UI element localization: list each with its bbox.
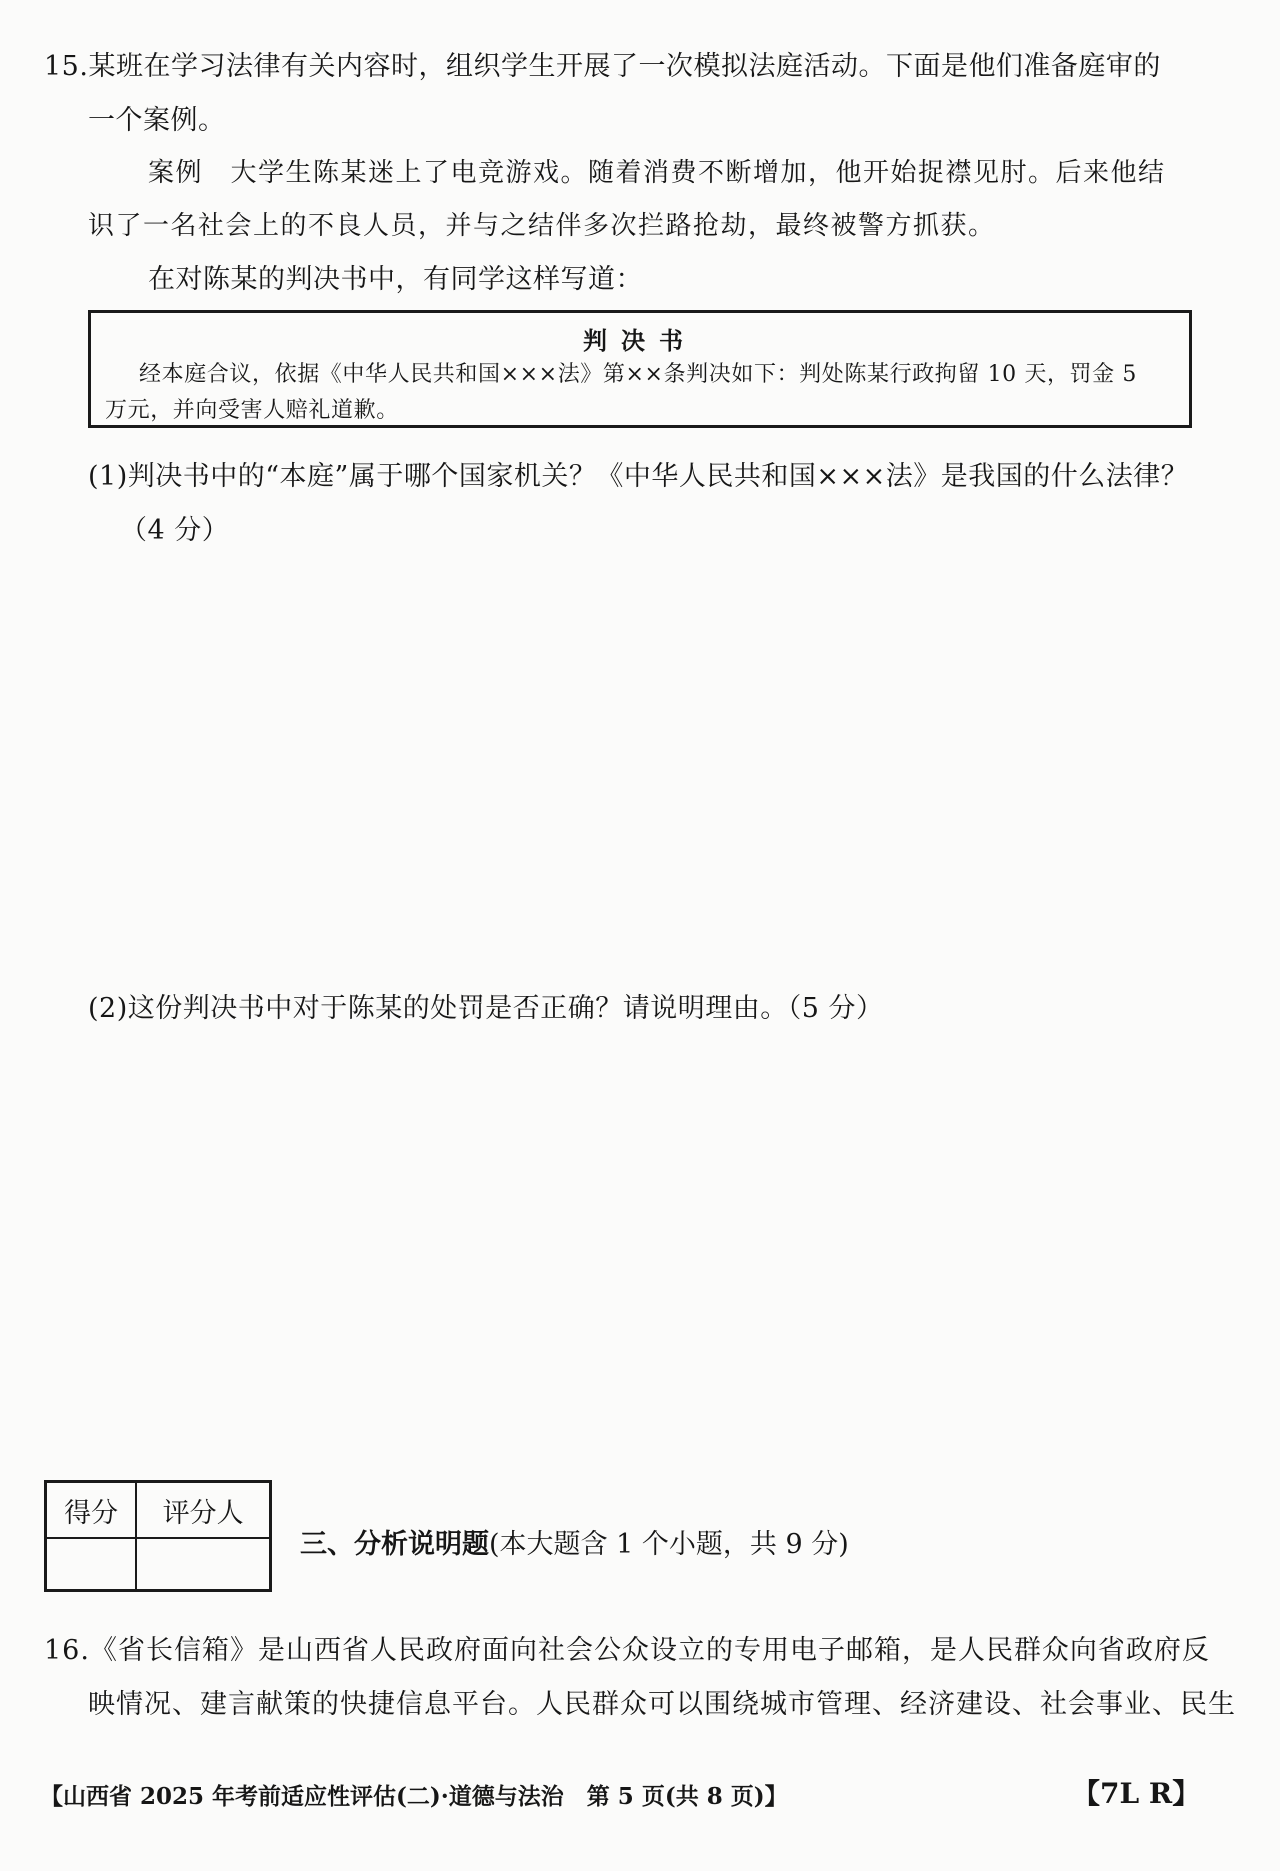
answer-area-1[interactable] bbox=[88, 556, 1188, 976]
verdict-box bbox=[88, 310, 1192, 428]
grader-cell[interactable] bbox=[136, 1538, 270, 1591]
footer-code: 【7L R】 bbox=[1072, 1777, 1201, 1810]
score-header: 得分 bbox=[46, 1482, 137, 1539]
question-16-line-2: 映情况、建言献策的快捷信息平台。人民群众可以围绕城市管理、经济建设、社会事业、民生 bbox=[88, 1689, 1236, 1720]
case-line-1: 案例 大学生陈某迷上了电竞游戏。随着消费不断增加，他开始捉襟见肘。后来他结 bbox=[148, 158, 1166, 188]
sub-question-2: (2)这份判决书中对于陈某的处罚是否正确？请说明理由。（5 分） bbox=[88, 993, 884, 1024]
grader-header: 评分人 bbox=[136, 1482, 270, 1539]
verdict-line-2: 万元，并向受害人赔礼道歉。 bbox=[105, 398, 399, 423]
section-3-title: 三、分析说明题 bbox=[300, 1529, 489, 1560]
footer-left: 【山西省 2025 年考前适应性评估(二)·道德与法治 第 5 页(共 8 页)】 bbox=[40, 1783, 788, 1810]
verdict-title: 判决书 bbox=[583, 326, 697, 355]
question-16-line-1: 16.《省长信箱》是山西省人民政府面向社会公众设立的专用电子邮箱，是人民群众向省政府反 bbox=[44, 1635, 1210, 1666]
case-line-2: 识了一名社会上的不良人员，并与之结伴多次拦路抢劫，最终被警方抓获。 bbox=[88, 211, 996, 241]
question-15-line-2: 一个案例。 bbox=[88, 105, 226, 136]
score-cell[interactable] bbox=[46, 1538, 137, 1591]
verdict-intro: 在对陈某的判决书中，有同学这样写道： bbox=[148, 264, 643, 295]
answer-area-2[interactable] bbox=[88, 1040, 1188, 1460]
question-15-line-1: 15.某班在学习法律有关内容时，组织学生开展了一次模拟法庭活动。下面是他们准备庭审的 bbox=[44, 51, 1161, 82]
verdict-line-1: 经本庭合议，依据《中华人民共和国×××法》第××条判决如下：判处陈某行政拘留 10 天，罚金 5 bbox=[139, 362, 1137, 387]
score-table bbox=[44, 1480, 272, 1592]
sub-question-1-line-1: (1)判决书中的“本庭”属于哪个国家机关？《中华人民共和国×××法》是我国的什么法律？ bbox=[88, 461, 1189, 492]
sub-question-1-line-2: （4 分） bbox=[120, 515, 230, 546]
section-3-heading bbox=[300, 1522, 849, 1561]
section-3-note: (本大题含 1 个小题，共 9 分) bbox=[489, 1529, 849, 1560]
